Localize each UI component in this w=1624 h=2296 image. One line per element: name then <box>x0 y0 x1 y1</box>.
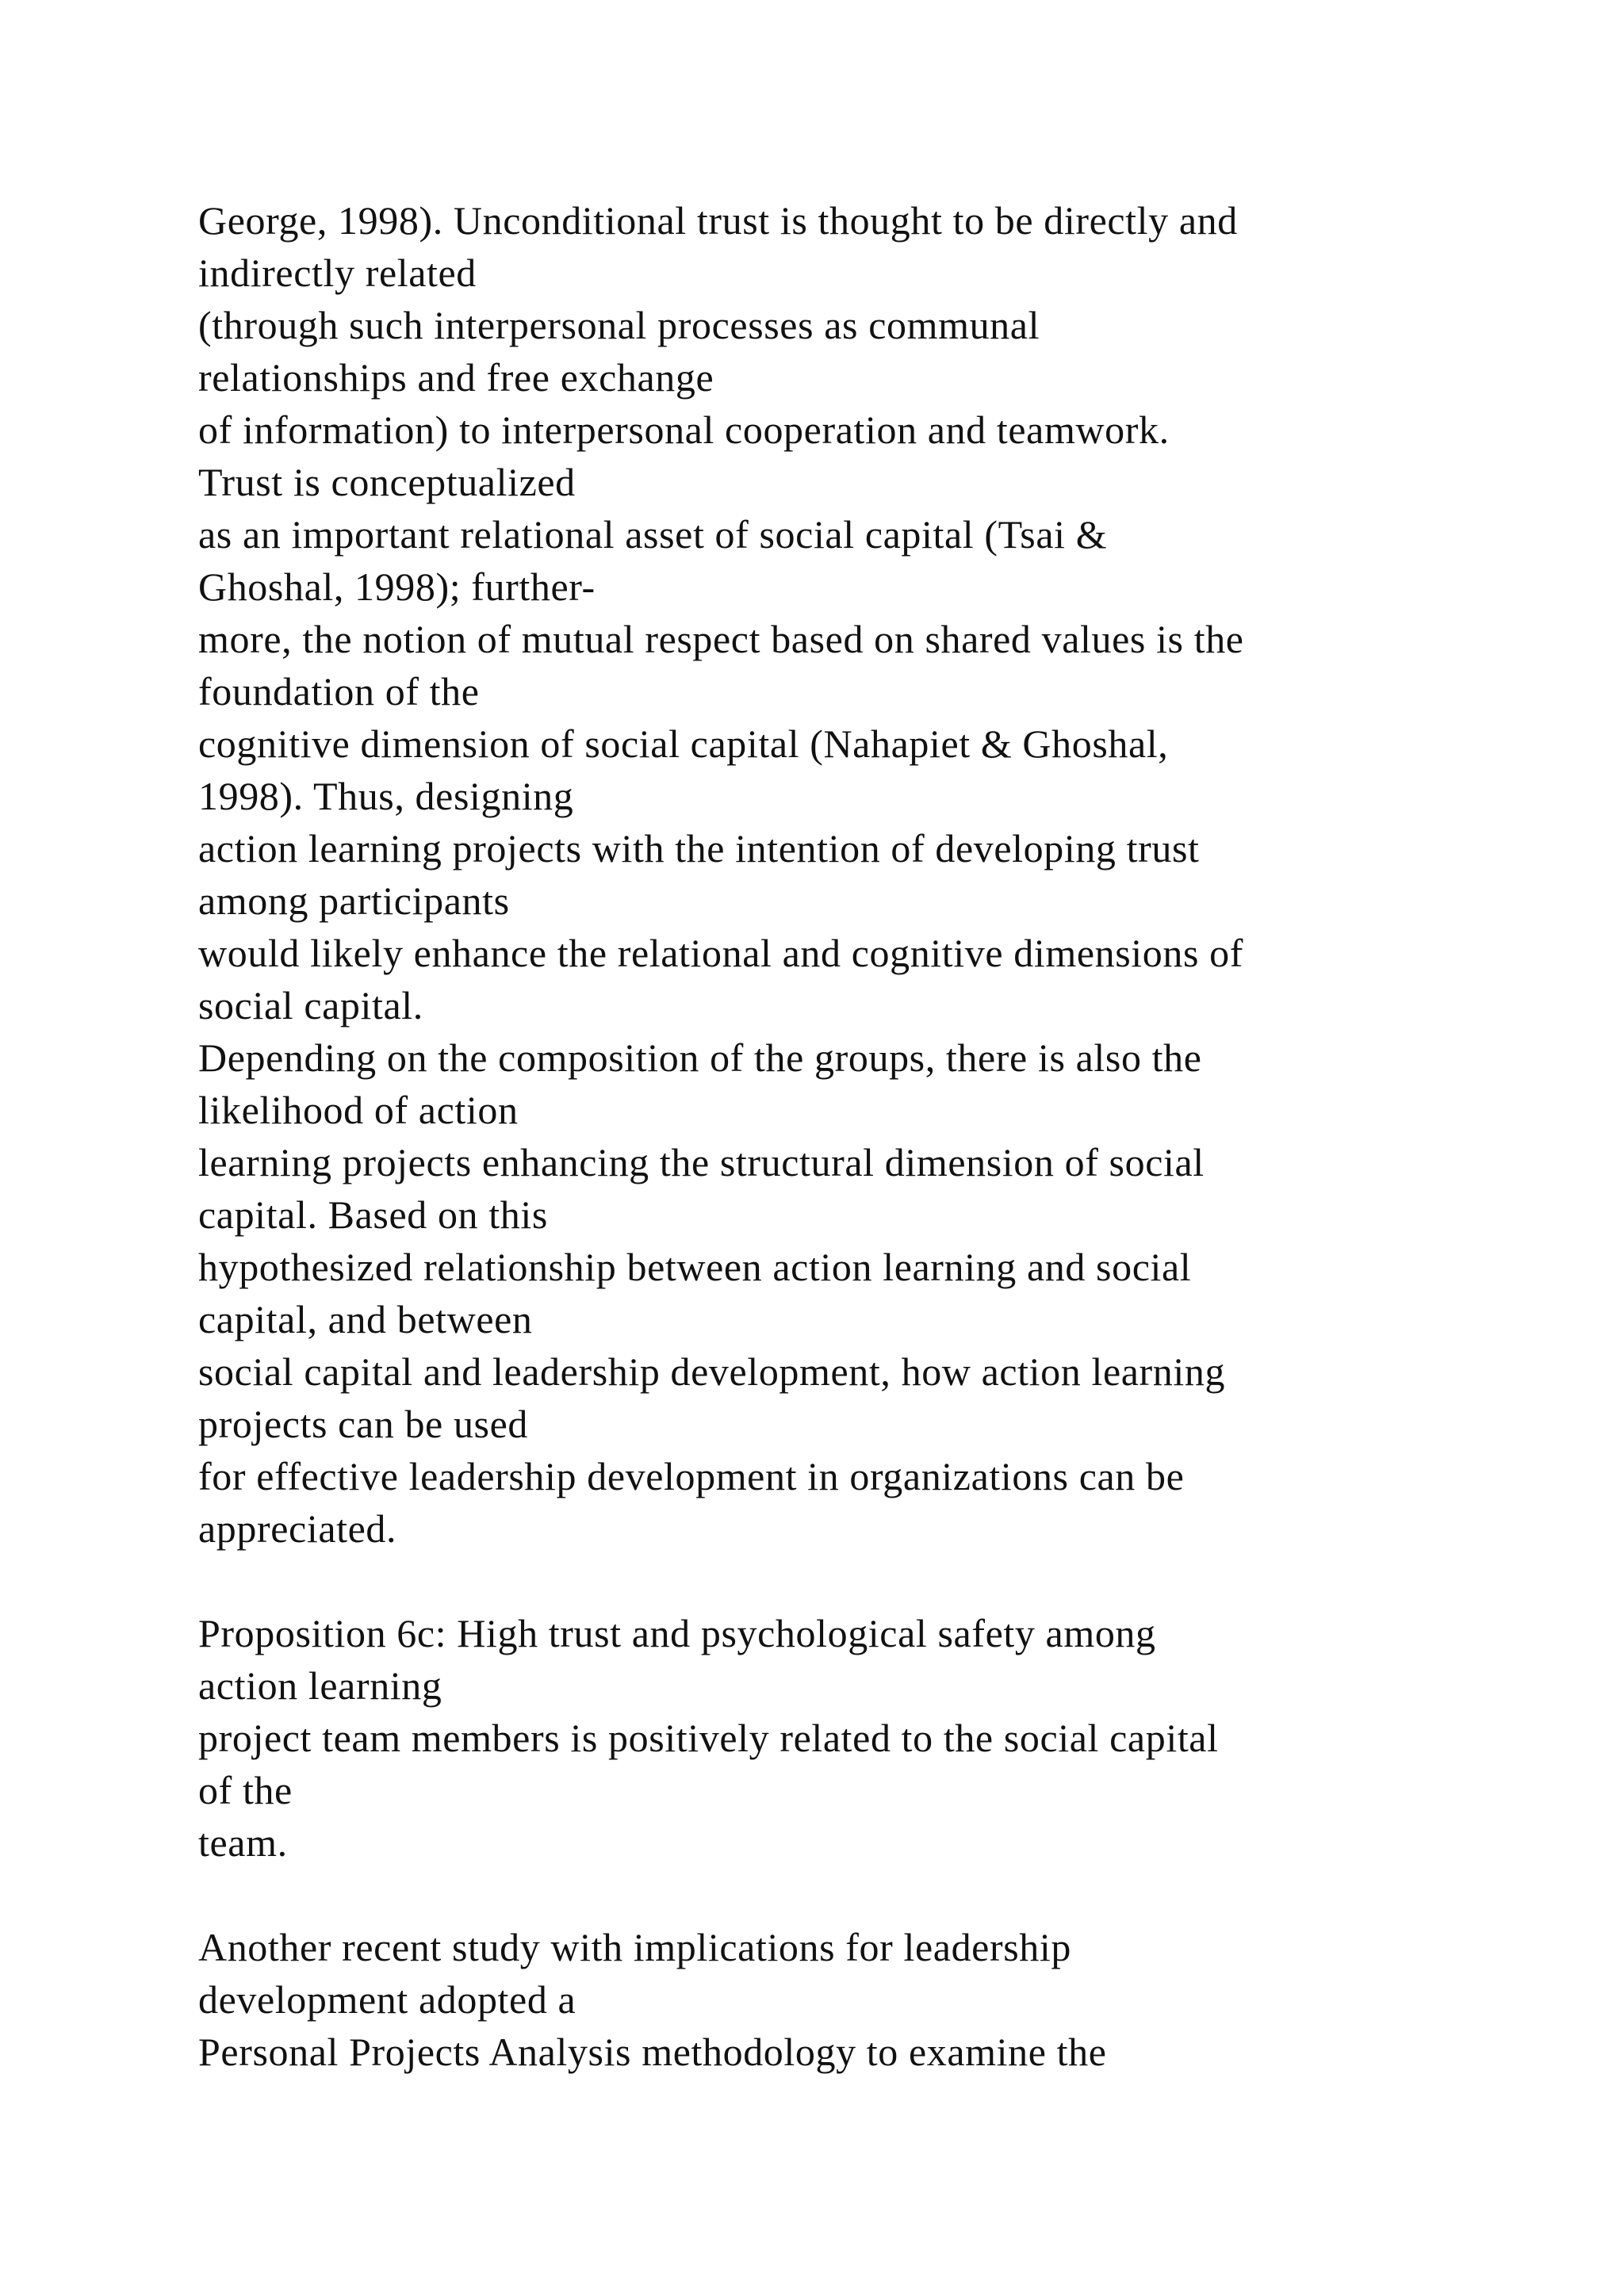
text-line: indirectly related <box>198 251 477 295</box>
text-line: projects can be used <box>198 1402 529 1446</box>
proposition-line: action learning <box>198 1663 442 1708</box>
text-line: more, the notion of mutual respect based on shared values is the <box>198 617 1244 661</box>
text-line: of information) to interpersonal cooperation and teamwork. <box>198 408 1170 452</box>
text-line: learning projects enhancing the structural dimension of social <box>198 1140 1205 1184</box>
text-line: likelihood of action <box>198 1088 519 1132</box>
text-line: for effective leadership development in organizations can be <box>198 1454 1185 1498</box>
text-line: Ghoshal, 1998); further- <box>198 564 596 609</box>
text-line: capital. Based on this <box>198 1192 548 1237</box>
text-line: (through such interpersonal processes as communal <box>198 303 1040 347</box>
text-line: Depending on the composition of the groups, there is also the <box>198 1035 1202 1080</box>
body-text <box>198 194 1507 2078</box>
paragraph-gap <box>198 1869 1507 1921</box>
text-line: among participants <box>198 878 510 923</box>
text-line: as an important relational asset of social capital (Tsai & <box>198 512 1108 557</box>
text-line: action learning projects with the intention of developing trust <box>198 826 1200 871</box>
text-line: relationships and free exchange <box>198 355 714 400</box>
proposition-line: Proposition 6c: High trust and psychological safety among <box>198 1611 1156 1655</box>
text-line: capital, and between <box>198 1297 533 1341</box>
text-line: social capital. <box>198 983 423 1027</box>
text-line: cognitive dimension of social capital (Nahapiet & Ghoshal, <box>198 721 1169 766</box>
text-line: foundation of the <box>198 669 480 714</box>
text-line: Personal Projects Analysis methodology to examine the <box>198 2030 1107 2074</box>
text-line: development adopted a <box>198 1977 576 2022</box>
paragraph-gap <box>198 1555 1507 1607</box>
text-line: George, 1998). Unconditional trust is thought to be directly and <box>198 198 1238 243</box>
text-line: hypothesized relationship between action learning and social <box>198 1245 1192 1289</box>
proposition-line: team. <box>198 1820 288 1865</box>
proposition-line: project team members is positively related to the social capital <box>198 1716 1219 1760</box>
text-line: social capital and leadership development, how action learning <box>198 1349 1226 1394</box>
text-line: 1998). Thus, designing <box>198 774 574 818</box>
text-line: Trust is conceptualized <box>198 460 576 504</box>
proposition-line: of the <box>198 1768 293 1812</box>
text-line: Another recent study with implications for leadership <box>198 1925 1071 1969</box>
text-line: would likely enhance the relational and cognitive dimensions of <box>198 931 1243 975</box>
text-line: appreciated. <box>198 1506 397 1551</box>
